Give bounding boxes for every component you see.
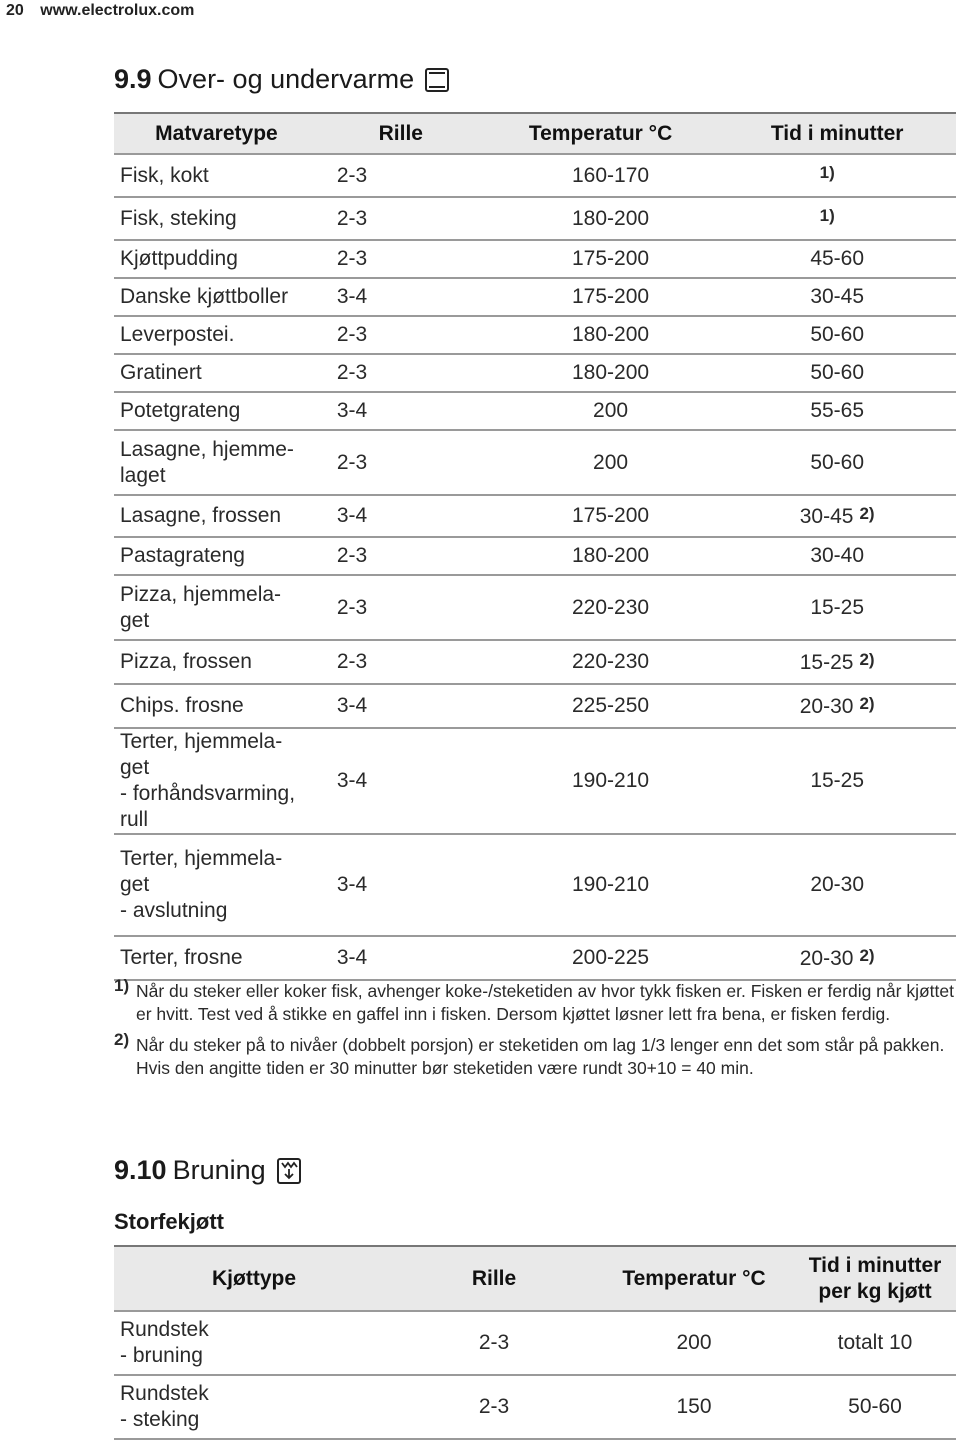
section-number: 9.10 [114, 1155, 167, 1185]
cell-food: Pizza, hjemmela- get [114, 575, 319, 640]
cell-time [718, 495, 956, 537]
cell-shelf: 3-4 [319, 278, 483, 316]
cell-temperature: 190-210 [483, 834, 719, 936]
cell-temperature: 180-200 [483, 354, 719, 392]
time-value: 50-60 [810, 450, 865, 474]
time-value: 30-45 [799, 504, 854, 528]
col-header-meat: Kjøttype [114, 1246, 394, 1311]
table-header-row [114, 113, 956, 154]
table-row [114, 392, 956, 430]
section-heading-9-9 [114, 64, 450, 95]
cell-time [718, 316, 956, 354]
cell-food: Pastagrateng [114, 537, 319, 575]
cell-food: Terter, hjemmela- get - forhåndsvarming, rull [114, 728, 319, 834]
col-header-shelf: Rille [319, 113, 483, 154]
cell-temperature: 180-200 [483, 316, 719, 354]
cell-shelf: 3-4 [319, 684, 483, 728]
footnote-ref: 2) [859, 945, 875, 965]
cell-time [718, 575, 956, 640]
footnote-ref: 2) [859, 649, 875, 669]
table-row [114, 316, 956, 354]
table-row [114, 430, 956, 495]
cell-time [718, 537, 956, 575]
col-header-time: Tid i minutter [718, 113, 956, 154]
table-row [114, 1375, 956, 1439]
cell-temperature: 220-230 [483, 640, 719, 684]
cell-shelf: 2-3 [319, 154, 483, 197]
table-row [114, 1311, 956, 1375]
top-bottom-heat-icon [424, 67, 450, 93]
cell-food: Gratinert [114, 354, 319, 392]
cell-temperature: 175-200 [483, 495, 719, 537]
cell-temperature: 190-210 [483, 728, 719, 834]
cell-food: Lasagne, frossen [114, 495, 319, 537]
cell-temperature: 200-225 [483, 936, 719, 980]
cell-time [718, 640, 956, 684]
subheading-beef: Storfekjøtt [114, 1209, 224, 1234]
table-row [114, 240, 956, 278]
cell-time [718, 728, 956, 834]
time-value: 50-60 [810, 323, 865, 346]
cell-temperature: 225-250 [483, 684, 719, 728]
cell-food: Danske kjøttboller [114, 278, 319, 316]
table-row [114, 575, 956, 640]
table-row [114, 154, 956, 197]
cell-shelf: 3-4 [319, 936, 483, 980]
cell-shelf: 3-4 [319, 495, 483, 537]
cell-temperature: 200 [594, 1311, 794, 1375]
cell-shelf: 2-3 [319, 575, 483, 640]
footnote-text: Når du steker eller koker fisk, avhenger koke-/steketiden av hvor tykk fisken er. Fisken er ferdig når kjøttet er hvitt. Test ved å stikke en gaffel inn i fisken. Dersom kjøttet løsner lett fra bena, er fisken ferdig. [136, 981, 954, 1024]
table-row [114, 495, 956, 537]
cell-shelf: 3-4 [319, 728, 483, 834]
time-value: 45-60 [810, 247, 865, 270]
time-value: 50-60 [810, 361, 865, 384]
cell-time: totalt 10 [794, 1311, 956, 1375]
cell-shelf: 2-3 [319, 430, 483, 495]
footnote-mark: 1) [114, 976, 130, 995]
col-header-food: Matvaretype [114, 113, 319, 154]
footnotes [114, 976, 960, 1088]
cell-time [718, 834, 956, 936]
cell-temperature: 180-200 [483, 537, 719, 575]
browning-icon [276, 1157, 302, 1185]
col-header-temperature: Temperatur °C [594, 1246, 794, 1311]
cell-temperature: 220-230 [483, 575, 719, 640]
footnote-ref: 2) [859, 693, 875, 713]
conventional-cooking-table [114, 112, 956, 981]
footnote-ref: 2) [859, 503, 875, 523]
cell-temperature: 150 [594, 1375, 794, 1439]
cell-time [718, 240, 956, 278]
section-heading-9-10 [114, 1155, 302, 1186]
site-url: www.electrolux.com [40, 2, 195, 19]
cell-shelf: 3-4 [319, 834, 483, 936]
table-row [114, 684, 956, 728]
table-row [114, 640, 956, 684]
cell-temperature: 175-200 [483, 278, 719, 316]
table-row [114, 834, 956, 936]
cell-temperature: 175-200 [483, 240, 719, 278]
cell-food: Leverpostei. [114, 316, 319, 354]
cell-food: Pizza, frossen [114, 640, 319, 684]
col-header-time-per-kg: Tid i minutter per kg kjøtt [794, 1246, 956, 1311]
section-number: 9.9 [114, 64, 152, 94]
cell-shelf: 2-3 [394, 1311, 594, 1375]
time-value: 15-25 [810, 595, 865, 619]
time-value: 55-65 [810, 399, 865, 422]
footnote-1 [114, 976, 960, 1026]
time-value: 1) [819, 205, 835, 225]
table-row [114, 537, 956, 575]
cell-time [718, 392, 956, 430]
cell-shelf: 2-3 [319, 354, 483, 392]
table-header-row [114, 1246, 956, 1311]
time-value: 15-25 [799, 650, 854, 674]
cell-food: Potetgrateng [114, 392, 319, 430]
time-value: 30-40 [810, 544, 865, 567]
page-header [6, 2, 194, 20]
footnote-mark: 2) [114, 1030, 130, 1049]
cell-meat: Rundstek - bruning [114, 1311, 394, 1375]
cell-time [718, 430, 956, 495]
cell-temperature: 200 [483, 430, 719, 495]
page-number: 20 [6, 2, 24, 19]
section-title: Over- og undervarme [157, 64, 415, 94]
cell-time [718, 354, 956, 392]
cell-food: Terter, frosne [114, 936, 319, 980]
cell-temperature: 180-200 [483, 197, 719, 240]
cell-food: Terter, hjemmela- get - avslutning [114, 834, 319, 936]
cell-food: Chips. frosne [114, 684, 319, 728]
cell-shelf: 2-3 [319, 240, 483, 278]
col-header-shelf: Rille [394, 1246, 594, 1311]
cell-temperature: 200 [483, 392, 719, 430]
cell-temperature: 160-170 [483, 154, 719, 197]
cell-food: Fisk, kokt [114, 154, 319, 197]
cell-time [718, 154, 956, 197]
cell-shelf: 2-3 [319, 316, 483, 354]
cell-time: 50-60 [794, 1375, 956, 1439]
cell-shelf: 2-3 [319, 197, 483, 240]
table-row [114, 728, 956, 834]
col-header-temperature: Temperatur °C [483, 113, 719, 154]
table-row [114, 197, 956, 240]
cell-shelf: 2-3 [394, 1375, 594, 1439]
footnote-2 [114, 1030, 960, 1080]
cell-time [718, 278, 956, 316]
time-value: 20-30 [799, 694, 854, 718]
section-title: Bruning [172, 1155, 266, 1185]
cell-shelf: 2-3 [319, 640, 483, 684]
cell-food: Lasagne, hjemme- laget [114, 430, 319, 495]
footnote-text: Når du steker på to nivåer (dobbelt porsjon) er steketiden om lag 1/3 lenger enn det som står på pakken. Hvis den angitte tiden er 30 minutter bør steketiden være rundt 30+10 = 40 min. [136, 1035, 945, 1078]
cell-food: Fisk, steking [114, 197, 319, 240]
table-row [114, 936, 956, 980]
table-row [114, 278, 956, 316]
time-value: 20-30 [799, 946, 854, 970]
cell-food: Kjøttpudding [114, 240, 319, 278]
table-row [114, 354, 956, 392]
cell-shelf: 2-3 [319, 537, 483, 575]
time-value: 1) [819, 162, 835, 182]
cell-shelf: 3-4 [319, 392, 483, 430]
time-value: 20-30 [810, 873, 865, 896]
cell-time [718, 936, 956, 980]
time-value: 30-45 [810, 285, 865, 308]
time-value: 15-25 [810, 769, 865, 792]
browning-table [114, 1245, 956, 1440]
cell-time [718, 684, 956, 728]
cell-meat: Rundstek - steking [114, 1375, 394, 1439]
cell-time [718, 197, 956, 240]
